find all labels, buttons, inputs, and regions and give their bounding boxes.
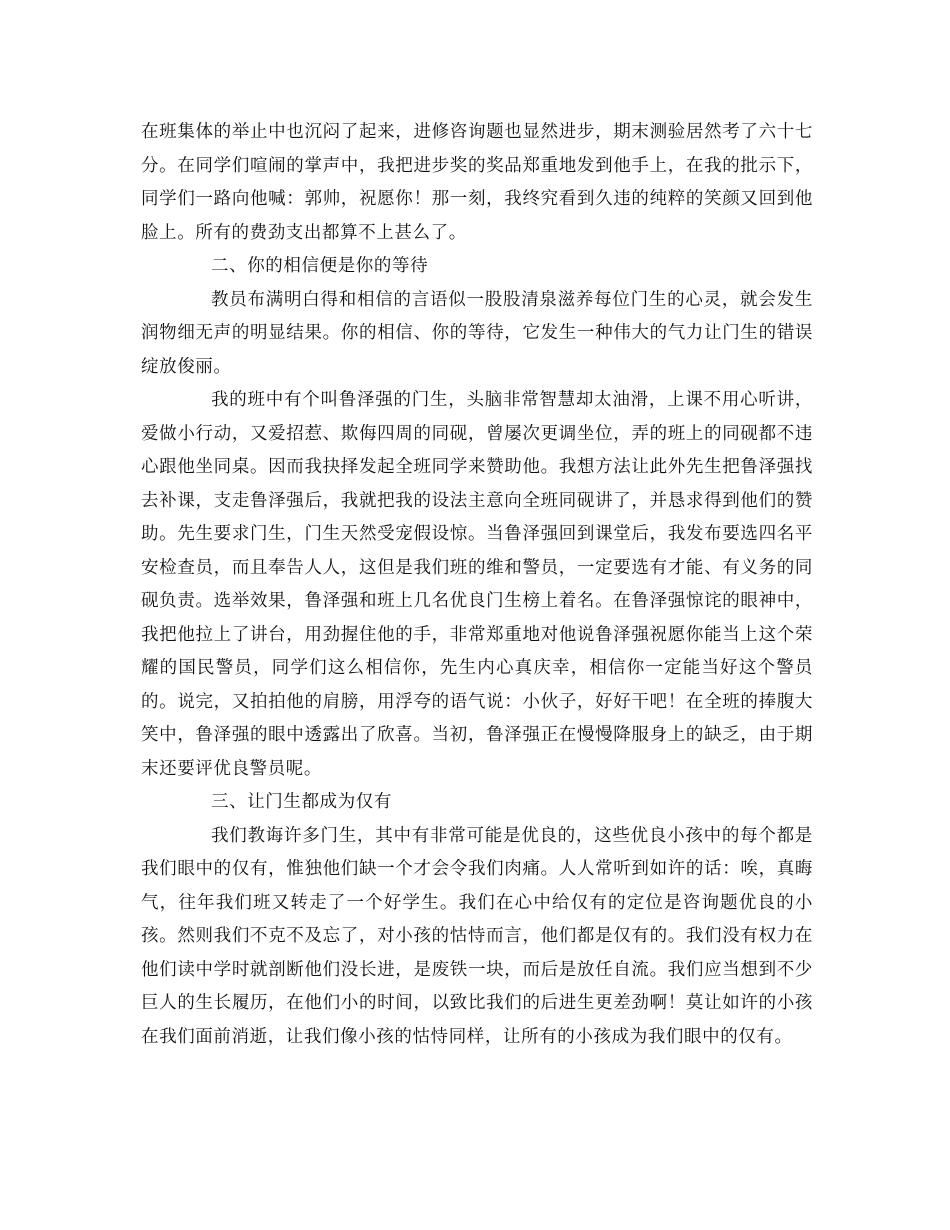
paragraph-unique-students: 我们教诲许多门生，其中有非常可能是优良的，这些优良小孩中的每个都是我们眼中的仅有，惟独他们缺一个才会令我们肉痛。人人常听到如许的话：唉，真晦气，往年我们班又转走了一个好学生。我们在心中给仅有的定位是咨询题优良的小孩。然则我们不克不及忘了，对小孩的怙恃而言，他们都是仅有的。我们没有权力在他们读中学时就剖断他们没长进，是废铁一块，而后是放任自流。我们应当想到不少巨人的生长履历，在他们小的时间，以致比我们的后进生更差劲啊！莫让如许的小孩在我们面前消逝，让我们像小孩的怙恃同样，让所有的小孩成为我们眼中的仅有。	[141, 825, 813, 1047]
document-page	[141, 116, 813, 1054]
section-heading-3: 三、让门生都成为仅有	[211, 792, 392, 812]
paragraph-trust-expectation: 教员布满明白得和相信的言语似一股股清泉滋养每位门生的心灵，就会发生润物细无声的明显结果。你的相信、你的等待，它发生一种伟大的气力让门生的错误绽放俊丽。	[141, 289, 813, 377]
paragraph-lu-zeqiang: 我的班中有个叫鲁泽强的门生，头脑非常智慧却太油滑，上课不用心听讲，爱做小行动，又爱招惹、欺侮四周的同砚，曾屡次更调坐位，弄的班上的同砚都不违心跟他坐同桌。因而我抉择发起全班同学来赞助他。我想方法让此外先生把鲁泽强找去补课，支走鲁泽强后，我就把我的设法主意向全班同砚讲了，并恳求得到他们的赞助。先生要求门生，门生天然受宠假设惊。当鲁泽强回到课堂后，我发布要选四名平安检查员，而且奉告人人，这但是我们班的维和警员，一定要选有才能、有义务的同砚负责。选举效果，鲁泽强和班上几名优良门生榜上着名。在鲁泽强惊诧的眼神中，我把他拉上了讲台，用劲握住他的手，非常郑重地对他说鲁泽强祝愿你能当上这个荣耀的国民警员，同学们这么相信你，先生内心真庆幸，相信你一定能当好这个警员的。说完，又拍拍他的肩膀，用浮夸的语气说：小伙子，好好干吧！在全班的捧腹大笑中，鲁泽强的眼中透露出了欣喜。当初，鲁泽强正在慢慢降服身上的缺乏，由于期末还要评优良警员呢。	[141, 390, 813, 779]
section-heading-2: 二、你的相信便是你的等待	[211, 256, 429, 276]
paragraph-continuation: 在班集体的举止中也沉闷了起来，进修咨询题也显然进步，期末测验居然考了六十七分。在同学们喧闹的掌声中，我把进步奖的奖品郑重地发到他手上，在我的批示下，同学们一路向他喊：郭帅，祝愿你！那一刻，我终究看到久违的纯粹的笑颜又回到他脸上。所有的费劲支出都算不上甚么了。	[141, 122, 813, 243]
